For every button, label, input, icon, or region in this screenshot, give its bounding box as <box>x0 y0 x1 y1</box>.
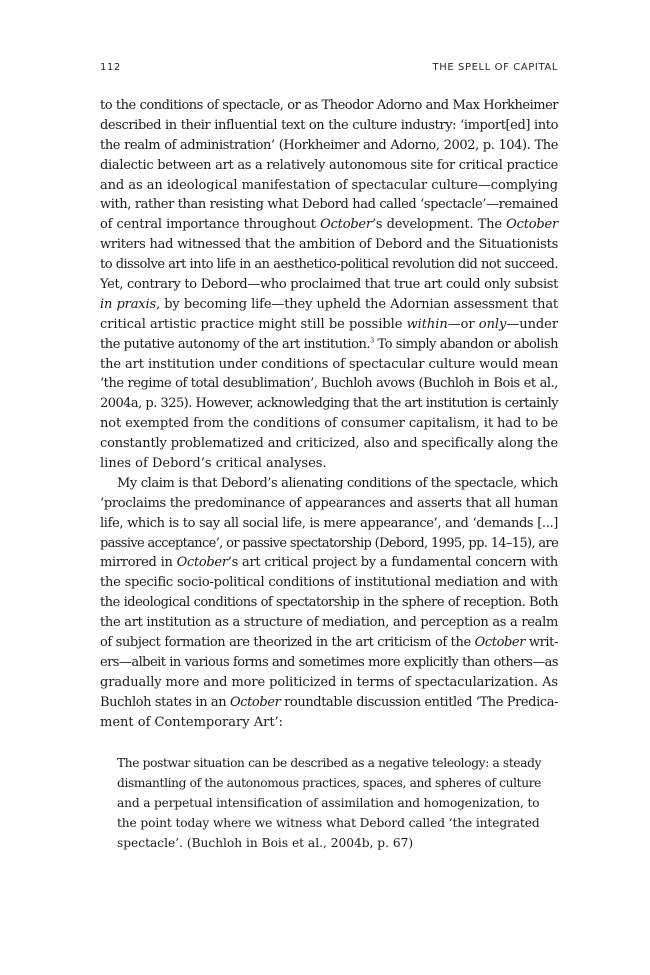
text-run: ’s art critical project by a fundamental concern with <box>227 555 558 571</box>
text-line <box>100 553 558 573</box>
text-line <box>100 633 558 653</box>
text-run: To simply abandon or abolish <box>373 336 558 352</box>
running-header <box>100 62 558 76</box>
text-line: Yet, contrary to Debord—who proclaimed that true art could only subsist <box>100 277 558 293</box>
text-line: ment of Contemporary Art’: <box>100 714 284 730</box>
text-line: not exempted from the conditions of consumer capitalism, it had to be <box>100 416 558 432</box>
text-run: of subject formation are theorized in the art criticism of the <box>100 635 475 651</box>
text-run: writ- <box>525 635 558 651</box>
text-line: lines of Debord’s critical analyses. <box>100 456 327 472</box>
quote-line: dismantling of the autonomous practices, spaces, and spheres of culture <box>117 776 542 790</box>
quote-line: the point today where we witness what Debord called ‘the integrated <box>117 816 540 830</box>
quote-line: and a perpetual intensification of assimilation and homogenization, to <box>117 796 540 810</box>
quote-line: spectacle’. (Buchloh in Bois et al., 2004b, p. 67) <box>117 836 414 850</box>
page-number: 112 <box>100 62 121 73</box>
text-line <box>100 215 558 235</box>
text-run: the putative autonomy of the art institution. <box>100 336 371 352</box>
text-line: with, rather than resisting what Debord had called ‘spectacle’—remained <box>100 197 558 213</box>
body-text <box>100 96 558 733</box>
text-run: critical artistic practice might still be possible <box>100 316 407 332</box>
text-run: Buchloh states in an <box>100 694 230 710</box>
italic-term: within <box>406 316 448 332</box>
text-line: the ideological conditions of spectatorship in the sphere of reception. Both <box>100 595 558 611</box>
italic-title: October <box>176 555 228 571</box>
text-run: , by becoming life—they upheld the Adornian assessment that <box>156 296 559 312</box>
text-line: ers—albeit in various forms and sometimes more explicitly than others—as <box>100 654 558 670</box>
text-line: the realm of administration’ (Horkheimer and Adorno, 2002, p. 104). The <box>100 137 558 153</box>
italic-term: in praxis <box>100 296 157 312</box>
text-line: constantly problematized and criticized, also and specifically along the <box>100 436 558 452</box>
text-line: the art institution under conditions of spectacular culture would mean <box>100 356 559 372</box>
text-line: gradually more and more politicized in terms of spectacularization. As <box>100 674 558 690</box>
text-line: life, which is to say all social life, is mere appearance’, and ‘demands [...] <box>100 515 558 531</box>
text-run: —or <box>447 316 479 332</box>
text-run: of central importance throughout <box>100 217 321 233</box>
running-title: THE SPELL OF CAPITAL <box>432 62 558 73</box>
text-line: ‘the regime of total desublimation’, Buchloh avows (Buchloh in Bois et al., <box>100 376 558 392</box>
text-line <box>100 335 558 355</box>
text-line: ‘proclaims the predominance of appearances and asserts that all human <box>100 495 558 511</box>
text-line: writers had witnessed that the ambition of Debord and the Situationists <box>100 237 558 253</box>
text-line: to dissolve art into life in an aesthetico-political revolution did not succeed. <box>100 257 558 273</box>
quote-line: The postwar situation can be described as a negative teleology: a steady <box>117 756 542 770</box>
text-run: mirrored in <box>100 555 177 571</box>
italic-title: October <box>320 217 372 233</box>
text-run: —under <box>506 316 558 332</box>
text-line: the specific socio-political conditions of institutional mediation and with <box>100 575 558 591</box>
text-line: to the conditions of spectacle, or as Theodor Adorno and Max Horkheimer <box>100 98 558 113</box>
italic-title: October <box>506 217 558 233</box>
italic-term: only <box>478 316 507 332</box>
text-run: ’s development. The <box>371 217 507 233</box>
text-line: My claim is that Debord’s alienating conditions of the spectacle, which <box>117 475 558 491</box>
text-line: 2004a, p. 325). However, acknowledging that the art institution is certainly <box>100 396 558 412</box>
text-line <box>100 295 558 315</box>
block-quote <box>117 753 541 853</box>
text-line: the art institution as a structure of mediation, and perception as a realm <box>100 615 558 631</box>
italic-title: October <box>229 694 281 710</box>
text-line: described in their influential text on the culture industry: ‘import[ed] into <box>100 117 558 133</box>
text-line <box>100 693 558 713</box>
text-line: passive acceptance’, or passive spectatorship (Debord, 1995, pp. 14–15), are <box>100 535 559 551</box>
italic-title: October <box>474 635 526 651</box>
text-line: dialectic between art as a relatively autonomous site for critical practice <box>100 157 558 173</box>
footnote-marker[interactable]: 3 <box>370 336 374 345</box>
text-run: roundtable discussion entitled ‘The Predica- <box>280 694 559 710</box>
text-line <box>100 315 558 335</box>
text-line: and as an ideological manifestation of spectacular culture—complying <box>100 177 558 193</box>
